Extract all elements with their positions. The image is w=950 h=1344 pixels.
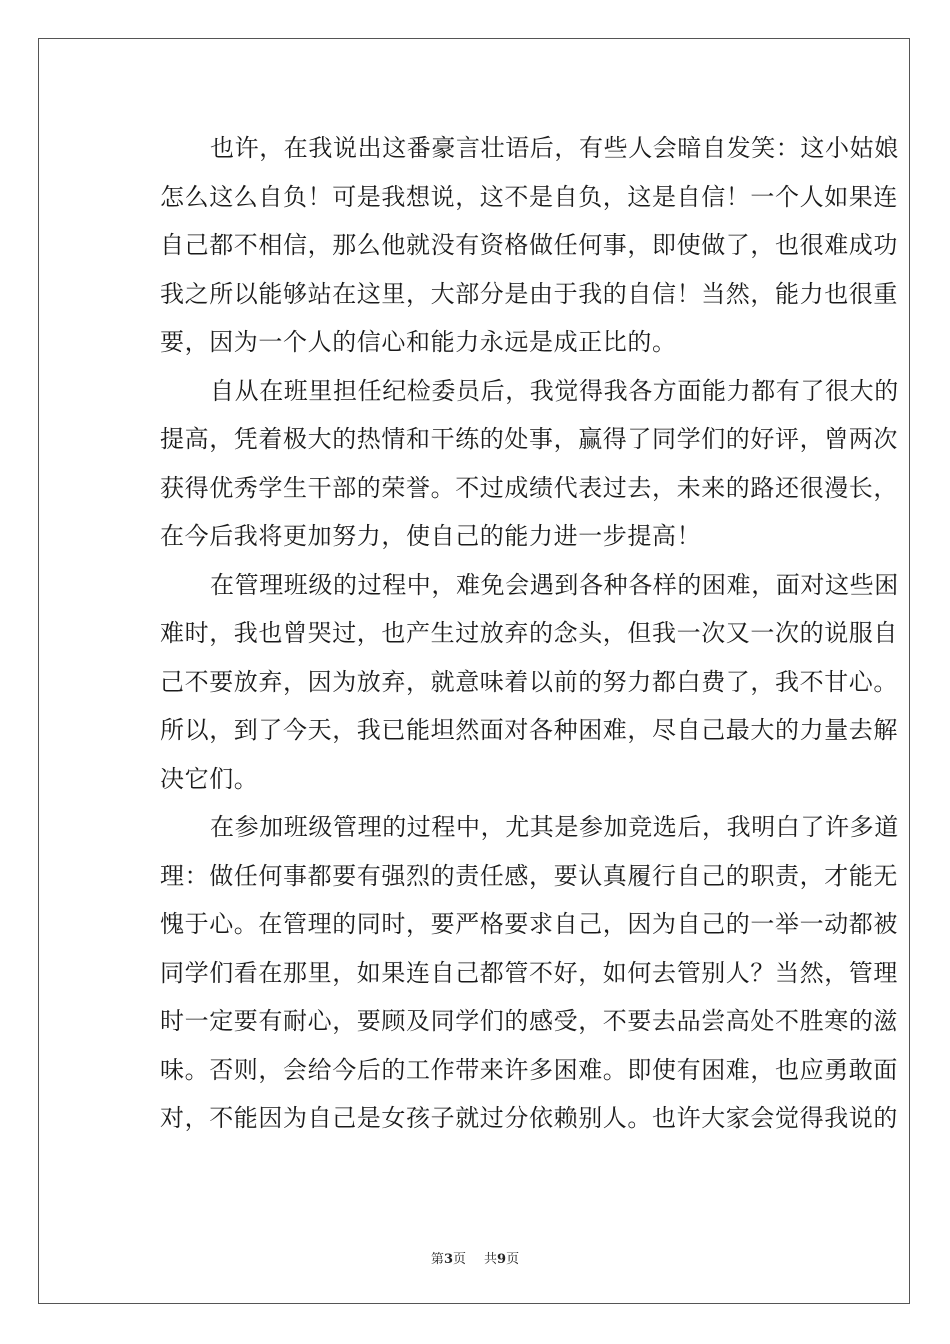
paragraph-3 bbox=[112, 561, 899, 804]
page-number: 3 bbox=[443, 1252, 453, 1267]
page-footer bbox=[0, 1248, 950, 1267]
text-line: 自从在班里担任纪检委员后，我觉得我各方面能力都有了很大的 bbox=[210, 376, 899, 405]
text-line: 在管理班级的过程中，难免会遇到各种各样的困难，面对这些困 bbox=[210, 570, 899, 599]
text-line: 己不要放弃，因为放弃，就意味着以前的努力都白费了，我不甘心。 bbox=[160, 667, 898, 696]
text-line: 时一定要有耐心，要顾及同学们的感受，不要去品尝高处不胜寒的滋 bbox=[160, 1007, 898, 1035]
text-line: 同学们看在那里，如果连自己都管不好，如何去管别人？当然，管理 bbox=[160, 958, 898, 987]
text-line: 怎么这么自负！可是我想说，这不是自负，这是自信！一个人如果连 bbox=[160, 182, 898, 211]
text-line: 在今后我将更加努力，使自己的能力进一步提高！ bbox=[160, 522, 702, 550]
text-line: 愧于心。在管理的同时，要严格要求自己，因为自己的一举一动都被 bbox=[160, 910, 898, 938]
text-line: 也许，在我说出这番豪言壮语后，有些人会暗自发笑：这小姑娘 bbox=[210, 134, 899, 162]
text-line: 难时，我也曾哭过，也产生过放弃的念头，但我一次又一次的说服自 bbox=[160, 619, 898, 647]
total-suffix: 页 bbox=[506, 1252, 520, 1267]
total-pages: 9 bbox=[497, 1252, 507, 1267]
text-line: 对，不能因为自己是女孩子就过分依赖别人。也许大家会觉得我说的 bbox=[160, 1104, 898, 1132]
text-line: 我之所以能够站在这里，大部分是由于我的自信！当然，能力也很重 bbox=[160, 279, 898, 308]
page-prefix: 第 bbox=[430, 1252, 444, 1267]
text-line: 在参加班级管理的过程中，尤其是参加竞选后，我明白了许多道 bbox=[210, 813, 899, 841]
text-line: 自己都不相信，那么他就没有资格做任何事，即使做了，也很难成功 bbox=[160, 231, 898, 259]
text-line: 理：做任何事都要有强烈的责任感，要认真履行自己的职责，才能无 bbox=[160, 861, 898, 890]
paragraph-2 bbox=[112, 367, 899, 561]
text-line: 提高，凭着极大的热情和干练的处事，赢得了同学们的好评，曾两次 bbox=[160, 425, 898, 453]
paragraph-1 bbox=[112, 124, 899, 367]
text-line: 决它们。 bbox=[160, 764, 259, 793]
text-line: 要，因为一个人的信心和能力永远是成正比的。 bbox=[160, 328, 677, 356]
text-line: 味。否则，会给今后的工作带来许多困难。即使有困难，也应勇敢面 bbox=[160, 1055, 898, 1084]
total-prefix: 共 bbox=[484, 1252, 498, 1267]
paragraph-4 bbox=[112, 803, 899, 1143]
text-line: 所以，到了今天，我已能坦然面对各种困难，尽自己最大的力量去解 bbox=[160, 716, 898, 744]
page-suffix: 页 bbox=[452, 1252, 466, 1267]
text-line: 获得优秀学生干部的荣誉。不过成绩代表过去，未来的路还很漫长， bbox=[160, 473, 898, 502]
document-body bbox=[112, 124, 899, 1143]
